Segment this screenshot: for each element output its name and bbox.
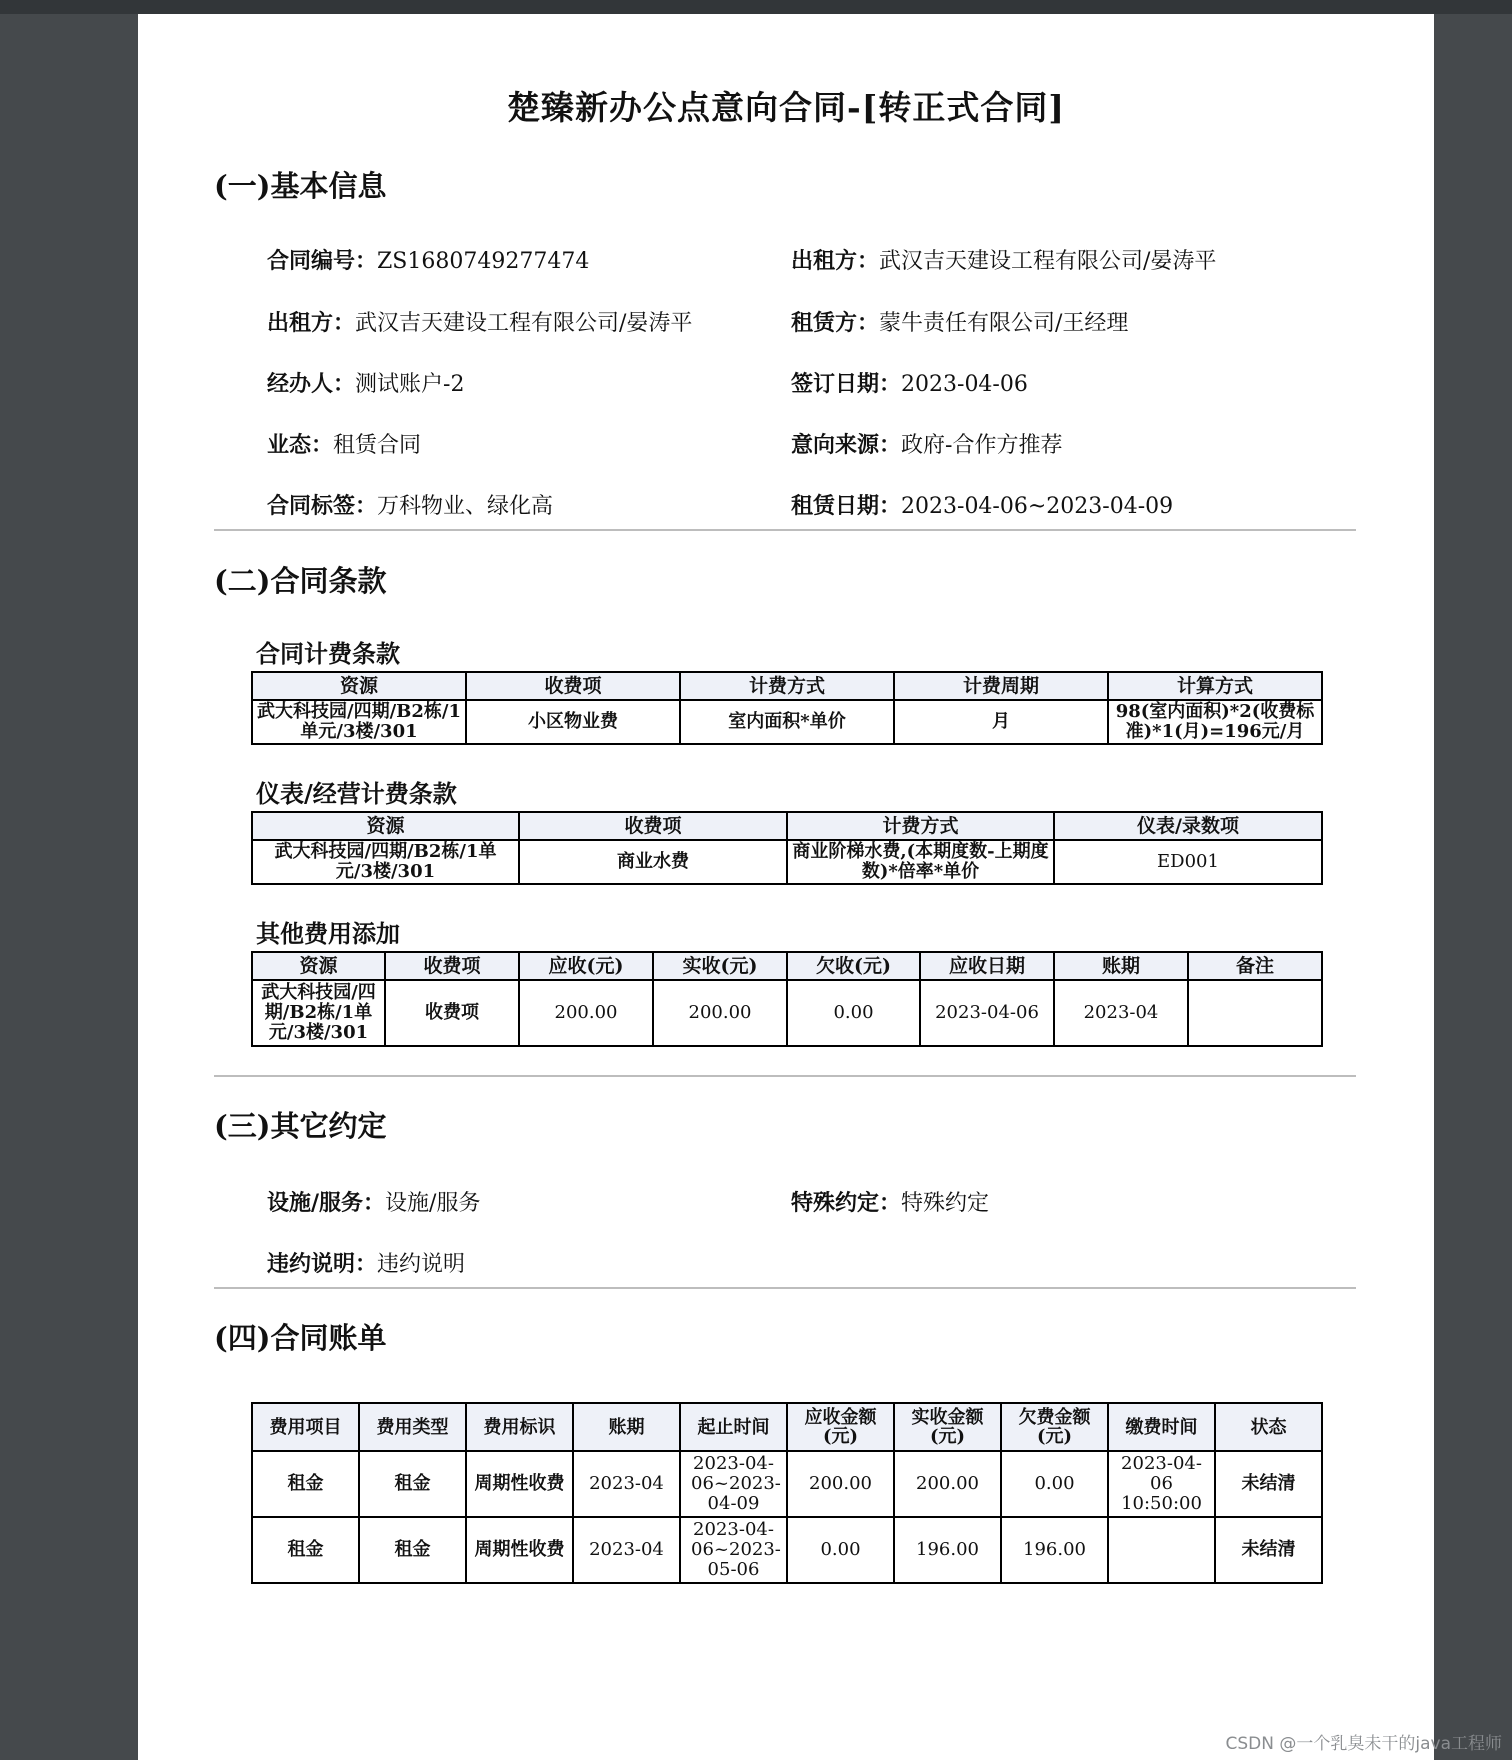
table-header: 费用项目 [252,1403,359,1451]
table-cell: 租金 [359,1451,466,1517]
table-cell: 租金 [359,1517,466,1583]
table-header: 计费方式 [680,672,894,700]
field-facilities: 设施/服务：设施/服务 [267,1190,481,1216]
divider [214,529,1356,531]
meter-terms-title: 仪表/经营计费条款 [256,779,457,808]
table-cell: 2023-04-06 [920,980,1054,1046]
table-cell: 2023-04 [573,1517,680,1583]
table-cell: 200.00 [894,1451,1001,1517]
field-lessor: 出租方：武汉吉天建设工程有限公司/晏涛平 [791,248,1217,274]
table-cell: 0.00 [787,980,920,1046]
table-header: 费用标识 [466,1403,573,1451]
table-cell: ED001 [1054,840,1322,884]
table-cell: 小区物业费 [466,700,680,744]
field-lease-date: 租赁日期：2023-04-06~2023-04-09 [791,493,1174,519]
table-cell [1188,980,1322,1046]
table-cell: 租金 [252,1451,359,1517]
field-special-terms: 特殊约定：特殊约定 [791,1190,990,1216]
table-cell: 收费项 [385,980,519,1046]
field-contract-no: 合同编号：ZS1680749277474 [267,248,590,274]
table-cell: 商业阶梯水费,(本期度数-上期度数)*倍率*单价 [787,840,1054,884]
table-header: 计费周期 [894,672,1108,700]
viewer-top-bar [0,0,1512,14]
table-cell: 周期性收费 [466,1517,573,1583]
table-cell: 196.00 [894,1517,1001,1583]
table-row [252,1451,1322,1517]
table-header: 仪表/录数项 [1054,812,1322,840]
table-cell: 0.00 [1001,1451,1108,1517]
table-cell: 2023-04 [573,1451,680,1517]
table-cell: 室内面积*单价 [680,700,894,744]
table-header: 起止时间 [680,1403,787,1451]
table-header: 费用类型 [359,1403,466,1451]
table-header: 应收日期 [920,952,1054,980]
table-cell: 租金 [252,1517,359,1583]
table-cell: 2023-04-06 10:50:00 [1108,1451,1215,1517]
document-page [138,14,1434,1760]
table-header: 欠收(元) [787,952,920,980]
table-header: 资源 [252,952,385,980]
section-terms-title: (二)合同条款 [214,564,387,598]
table-header: 欠费金额(元) [1001,1403,1108,1451]
table-cell: 武大科技园/四期/B2栋/1单元/3楼/301 [252,980,385,1046]
table-row [252,1517,1322,1583]
watermark: CSDN @一个乳臭未干的java工程师 [1225,1734,1502,1754]
table-cell: 未结清 [1215,1451,1322,1517]
table-header: 计算方式 [1108,672,1322,700]
table-header: 备注 [1188,952,1322,980]
table-cell: 2023-04-06~2023-05-06 [680,1517,787,1583]
table-cell: 商业水费 [519,840,787,884]
table-cell: 2023-04-06~2023-04-09 [680,1451,787,1517]
table-cell: 月 [894,700,1108,744]
table-cell: 武大科技园/四期/B2栋/1单元/3楼/301 [252,840,519,884]
billing-terms-title: 合同计费条款 [256,639,400,668]
field-handler: 经办人：测试账户-2 [267,371,465,397]
table-header: 状态 [1215,1403,1322,1451]
other-fees-table [251,951,1323,1047]
table-cell: 200.00 [787,1451,894,1517]
field-breach-notes: 违约说明：违约说明 [267,1251,466,1277]
table-header: 实收(元) [653,952,787,980]
section-bills-title: (四)合同账单 [214,1321,387,1355]
field-contract-tags: 合同标签：万科物业、绿化高 [267,493,554,519]
other-fees-title: 其他费用添加 [256,919,400,948]
table-header: 应收(元) [519,952,653,980]
table-cell: 196.00 [1001,1517,1108,1583]
field-sign-date: 签订日期：2023-04-06 [791,371,1028,397]
table-cell: 2023-04 [1054,980,1188,1046]
document-title: 楚臻新办公点意向合同-[转正式合同] [507,88,1065,127]
table-header: 资源 [252,812,519,840]
table-cell: 武大科技园/四期/B2栋/1单元/3楼/301 [252,700,466,744]
table-header: 收费项 [466,672,680,700]
section-other-agreements-title: (三)其它约定 [214,1109,387,1143]
table-header: 实收金额(元) [894,1403,1001,1451]
bills-table [251,1402,1323,1584]
field-business-type: 业态：租赁合同 [267,432,422,458]
table-header: 收费项 [385,952,519,980]
meter-terms-table [251,811,1323,885]
divider [214,1287,1356,1289]
table-cell: 未结清 [1215,1517,1322,1583]
table-cell: 周期性收费 [466,1451,573,1517]
field-intent-source: 意向来源：政府-合作方推荐 [791,432,1063,458]
table-cell [1108,1517,1215,1583]
field-lessee: 租赁方：蒙牛责任有限公司/王经理 [791,310,1129,336]
table-header: 资源 [252,672,466,700]
field-lessor-2: 出租方：武汉吉天建设工程有限公司/晏涛平 [267,310,693,336]
table-cell: 200.00 [519,980,653,1046]
table-header: 应收金额(元) [787,1403,894,1451]
table-cell: 200.00 [653,980,787,1046]
section-basic-info-title: (一)基本信息 [214,169,387,203]
divider [214,1075,1356,1077]
table-header: 缴费时间 [1108,1403,1215,1451]
table-header: 计费方式 [787,812,1054,840]
table-cell: 98(室内面积)*2(收费标准)*1(月)=196元/月 [1108,700,1322,744]
table-header: 账期 [573,1403,680,1451]
table-header: 收费项 [519,812,787,840]
table-header: 账期 [1054,952,1188,980]
billing-terms-table [251,671,1323,745]
table-cell: 0.00 [787,1517,894,1583]
